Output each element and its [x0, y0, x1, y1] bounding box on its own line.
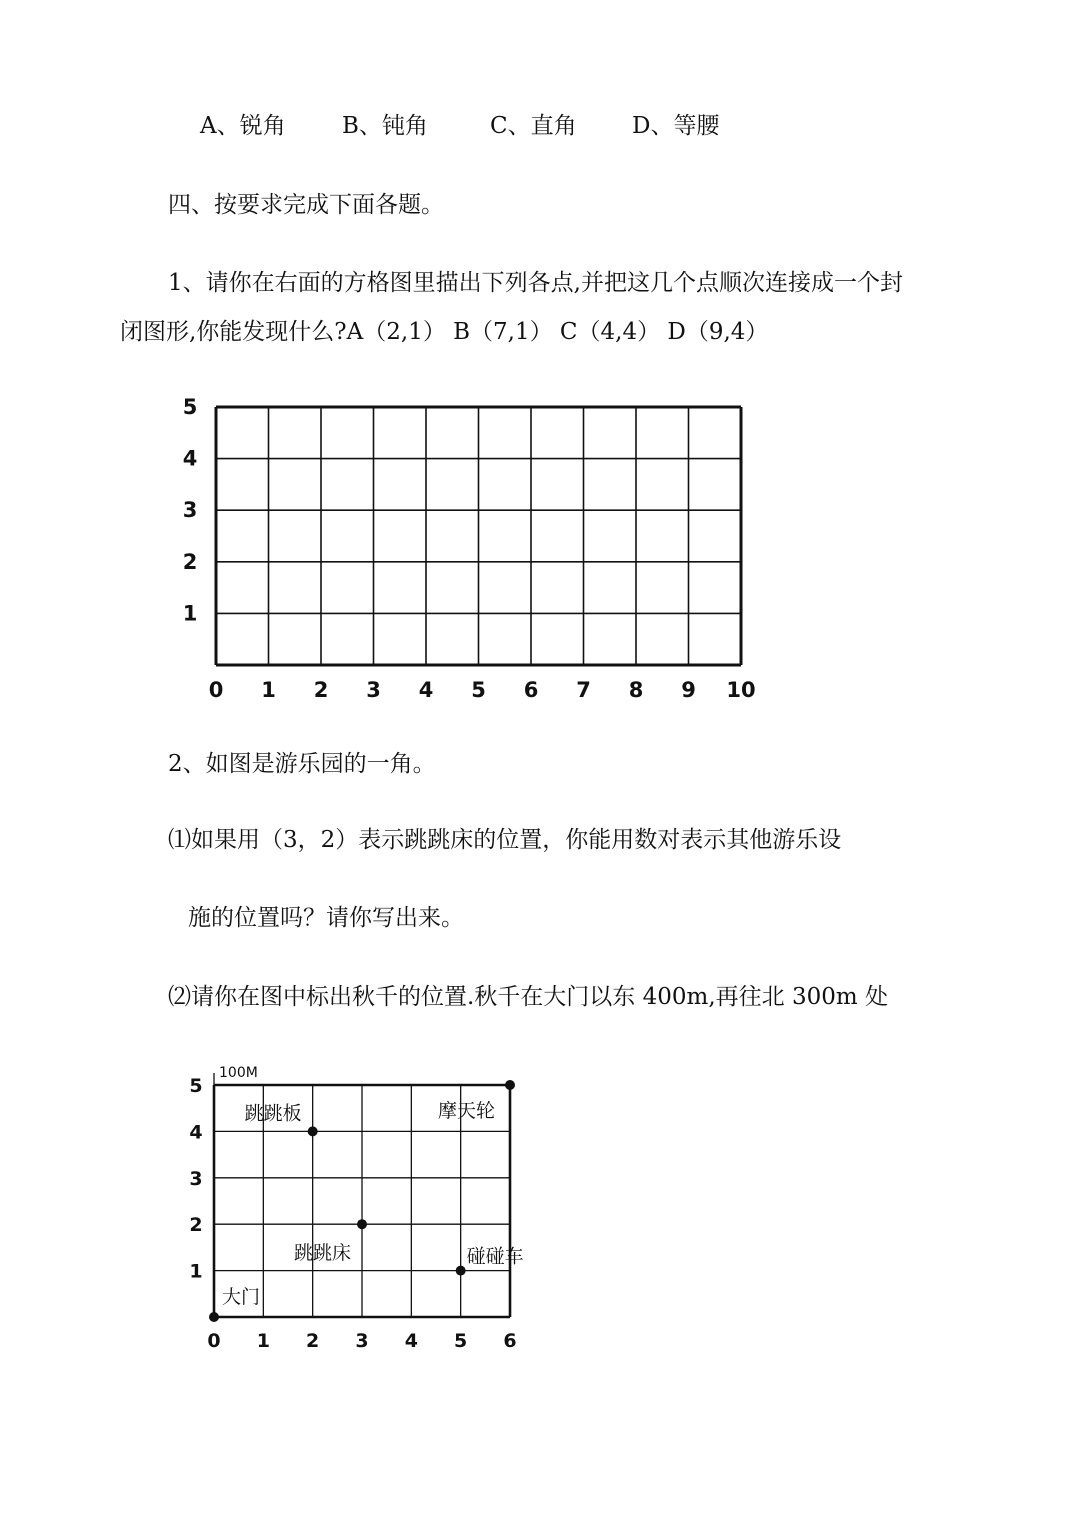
y-tick-label: 3 — [189, 1167, 203, 1190]
amusement-park-map — [170, 1050, 550, 1370]
map-point — [357, 1219, 367, 1229]
place-label: 跳跳床 — [294, 1242, 352, 1265]
question-2-part-1-line-1: ⑴如果用（3，2）表示跳跳床的位置，你能用数对表示其他游乐设 — [168, 827, 842, 853]
x-tick-label: 2 — [306, 1330, 320, 1352]
unit-label: 100M — [219, 1065, 258, 1081]
x-tick-label: 1 — [261, 678, 276, 702]
choice-b[interactable]: B、钝角 — [342, 113, 428, 139]
choice-d[interactable]: D、等腰 — [632, 113, 720, 139]
x-tick-label: 4 — [418, 678, 434, 702]
map-point — [209, 1312, 219, 1322]
y-tick-label: 4 — [182, 446, 198, 471]
section-heading: 四、按要求完成下面各题。 — [168, 192, 444, 218]
map-point — [308, 1126, 318, 1136]
x-tick-label: 6 — [523, 678, 539, 702]
x-tick-label: 7 — [576, 678, 591, 702]
x-tick-label: 9 — [681, 678, 696, 702]
x-tick-label: 10 — [726, 678, 756, 702]
coordinate-grid-1 — [150, 385, 790, 715]
x-tick-label: 0 — [207, 1330, 221, 1352]
map-point — [456, 1266, 466, 1276]
y-tick-label: 4 — [189, 1121, 203, 1144]
x-tick-label: 8 — [628, 678, 644, 702]
y-tick-label: 2 — [182, 549, 198, 574]
x-tick-label: 4 — [404, 1330, 418, 1352]
question-2-part-2: ⑵请你在图中标出秋千的位置.秋千在大门以东 400m,再往北 300m 处 — [168, 984, 888, 1010]
question-2-part-1-line-2: 施的位置吗？请你写出来。 — [188, 905, 464, 931]
y-tick-label: 5 — [189, 1075, 203, 1097]
choice-a[interactable]: A、锐角 — [200, 113, 286, 139]
question-1-line-2: 闭图形,你能发现什么?A（2,1） B（7,1） C（4,4） D（9,4） — [120, 319, 769, 345]
x-tick-label: 5 — [454, 1330, 468, 1352]
x-tick-label: 0 — [208, 678, 224, 702]
question-2-intro: 2、如图是游乐园的一角。 — [168, 751, 436, 777]
x-tick-label: 5 — [471, 678, 486, 702]
y-tick-label: 1 — [189, 1260, 203, 1283]
place-label: 碰碰车 — [466, 1245, 524, 1268]
x-tick-label: 2 — [313, 678, 329, 702]
x-tick-label: 3 — [366, 678, 381, 702]
choice-c[interactable]: C、直角 — [490, 113, 577, 139]
x-tick-label: 1 — [256, 1330, 270, 1352]
x-tick-label: 6 — [503, 1330, 517, 1352]
place-label: 摩天轮 — [438, 1100, 496, 1122]
map-point — [505, 1080, 515, 1090]
y-tick-label: 5 — [182, 395, 198, 419]
y-tick-label: 2 — [189, 1214, 203, 1237]
x-tick-label: 3 — [355, 1330, 369, 1352]
place-label: 跳跳板 — [244, 1102, 302, 1125]
place-label: 大门 — [222, 1286, 261, 1308]
question-1-line-1: 1、请你在右面的方格图里描出下列各点,并把这几个点顺次连接成一个封 — [168, 270, 903, 296]
y-tick-label: 3 — [182, 498, 198, 523]
y-tick-label: 1 — [182, 601, 198, 626]
